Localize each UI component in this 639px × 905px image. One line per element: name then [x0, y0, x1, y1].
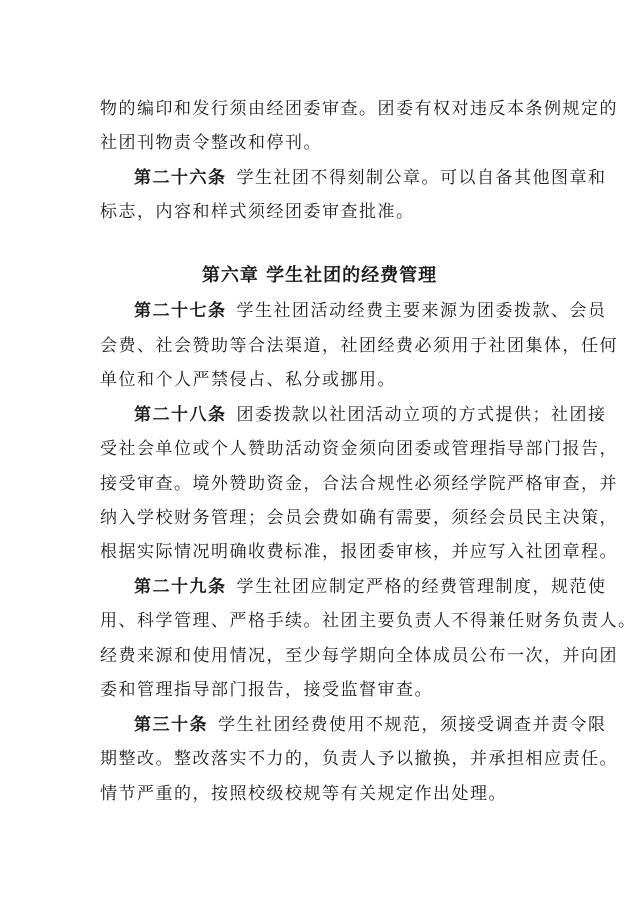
paragraph-line: 社团刊物责令整改和停刊。	[100, 133, 322, 153]
article-text: 学生社团应制定严格的经费管理制度，规范使	[236, 577, 607, 597]
article-text: 学生社团经费使用不规范，须接受调查并责令限	[218, 715, 607, 735]
article-number: 第二十七条	[134, 301, 227, 321]
paragraph-line: 接受审查。境外赞助资金，合法合规性必须经学院严格审查，并	[100, 474, 618, 494]
paragraph-line: 根据实际情况明确收费标准，报团委审核，并应写入社团章程。	[100, 542, 618, 562]
article-28-first-line	[134, 403, 607, 427]
article-text: 学生社团活动经费主要来源为团委拨款、会员	[236, 301, 607, 321]
paragraph-line: 受社会单位或个人赞助活动资金须向团委或管理指导部门报告，	[100, 439, 618, 459]
article-29-first-line	[134, 575, 607, 599]
chapter-title: 第六章 学生社团的经费管理	[201, 265, 438, 286]
paragraph-line: 纳入学校财务管理；会员会费如确有需要，须经会员民主决策，	[100, 508, 618, 528]
article-text: 团委拨款以社团活动立项的方式提供；社团接	[236, 405, 607, 425]
paragraph-line: 经费来源和使用情况，至少每学期向全体成员公布一次，并向团	[100, 646, 618, 666]
paragraph-line: 单位和个人严禁侵占、私分或挪用。	[100, 370, 396, 390]
article-number: 第二十九条	[134, 577, 227, 597]
paragraph-line: 标志，内容和样式须经团委审查批准。	[100, 202, 415, 222]
paragraph-line: 期整改。整改落实不力的，负责人予以撤换，并承担相应责任。	[100, 749, 618, 769]
article-number: 第三十条	[134, 715, 208, 735]
article-text: 学生社团不得刻制公章。可以自备其他图章和	[236, 168, 607, 188]
article-27-first-line	[134, 299, 607, 323]
paragraph-line: 会费、社会赞助等合法渠道，社团经费必须用于社团集体，任何	[100, 336, 618, 356]
paragraph-line: 情节严重的，按照校级校规等有关规定作出处理。	[100, 784, 507, 804]
paragraph-line: 物的编印和发行须由经团委审查。团委有权对违反本条例规定的	[100, 99, 618, 119]
paragraph-line: 用、科学管理、严格手续。社团主要负责人不得兼任财务负责人。	[100, 611, 637, 631]
paragraph-line: 委和管理指导部门报告，接受监督审查。	[100, 680, 433, 700]
article-number: 第二十六条	[134, 168, 227, 188]
article-30-first-line	[134, 713, 607, 737]
article-26-first-line	[134, 166, 607, 190]
article-number: 第二十八条	[134, 405, 227, 425]
